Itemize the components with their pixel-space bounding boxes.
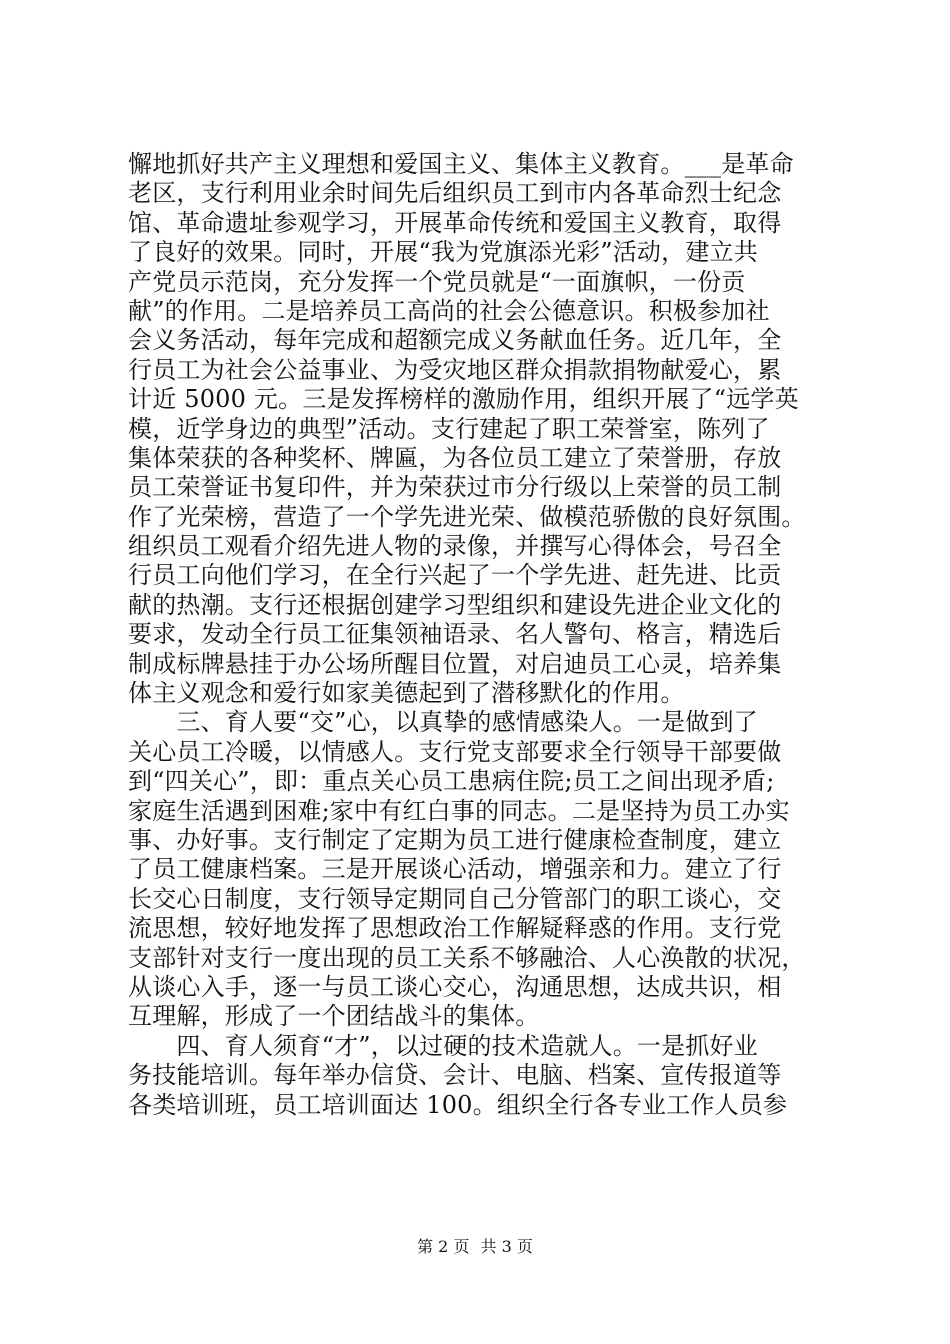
text-line: 懈地抓好共产主义理想和爱国主义、集体主义教育。___是革命 bbox=[128, 150, 794, 178]
text-line: 从谈心入手，逐一与员工谈心交心，沟通思想，达成共识，相 bbox=[128, 972, 782, 1001]
text-line: 各类培训班，员工培训面达 100。组织全行各专业工作人员参 bbox=[128, 1090, 788, 1119]
text-line: 献”的作用。二是培养员工高尚的社会公德意识。积极参加社 bbox=[128, 296, 770, 325]
text-line: 作了光荣榜，营造了一个学先进光荣、做模范骄傲的良好氛围。 bbox=[128, 502, 806, 531]
text-line: 制成标牌悬挂于办公场所醒目位置，对启迪员工心灵，培养集 bbox=[128, 649, 782, 678]
text-line: 支部针对支行一度出现的员工关系不够融洽、人心涣散的状况， bbox=[128, 943, 806, 972]
text-line: 事、办好事。支行制定了定期为员工进行健康检查制度，建立 bbox=[128, 825, 782, 854]
page-footer bbox=[0, 1237, 950, 1257]
text-line: 体主义观念和爱行如家美德起到了潜移默化的作用。 bbox=[128, 679, 685, 708]
text-line: 馆、革命遗址参观学习，开展革命传统和爱国主义教育，取得 bbox=[128, 208, 782, 237]
text-line: 要求，发动全行员工征集领袖语录、名人警句、格言，精选后 bbox=[128, 620, 782, 649]
text-line: 到“四关心”，即：重点关心员工患病住院;员工之间出现矛盾; bbox=[128, 767, 775, 796]
text-line: 会义务活动，每年完成和超额完成义务献血任务。近几年，全 bbox=[128, 326, 782, 355]
text-line: 四、育人须育“才”，以过硬的技术造就人。一是抓好业 bbox=[128, 1031, 758, 1060]
text-line: 关心员工冷暖，以情感人。支行党支部要求全行领导干部要做 bbox=[128, 737, 782, 766]
text-line: 组织员工观看介绍先进人物的录像，并撰写心得体会，号召全 bbox=[128, 532, 782, 561]
text-line: 计近 5000 元。三是发挥榜样的激励作用，组织开展了“远学英 bbox=[128, 385, 799, 414]
text-line: 员工荣誉证书复印件，并为荣获过市分行级以上荣誉的员工制 bbox=[128, 473, 782, 502]
text-line: 长交心日制度，支行领导定期同自己分管部门的职工谈心，交 bbox=[128, 884, 782, 913]
text-line: 行员工为社会公益事业、为受灾地区群众捐款捐物献爱心，累 bbox=[128, 355, 782, 384]
text-line: 三、育人要“交”心，以真挚的感情感染人。一是做到了 bbox=[128, 708, 758, 737]
text-line: 了良好的效果。同时，开展“我为党旗添光彩”活动，建立共 bbox=[128, 238, 758, 267]
text-line: 家庭生活遇到困难;家中有红白事的同志。二是坚持为员工办实 bbox=[128, 796, 790, 825]
text-line: 互理解，形成了一个团结战斗的集体。 bbox=[128, 1002, 540, 1031]
text-line: 模，近学身边的典型”活动。支行建起了职工荣誉室，陈列了 bbox=[128, 414, 770, 443]
text-line: 老区，支行利用业余时间先后组织员工到市内各革命烈士纪念 bbox=[128, 179, 782, 208]
text-line: 献的热潮。支行还根据创建学习型组织和建设先进企业文化的 bbox=[128, 590, 782, 619]
text-line: 产党员示范岗，充分发挥一个党员就是“一面旗帜，一份贡 bbox=[128, 267, 746, 296]
text-line: 务技能培训。每年举办信贷、会计、电脑、档案、宣传报道等 bbox=[128, 1061, 782, 1090]
text-line: 流思想，较好地发挥了思想政治工作解疑释惑的作用。支行党 bbox=[128, 914, 782, 943]
text-line: 行员工向他们学习，在全行兴起了一个学先进、赶先进、比贡 bbox=[128, 561, 782, 590]
page-number: 第 2 页 bbox=[417, 1237, 470, 1256]
body-text bbox=[128, 150, 828, 1120]
text-line: 了员工健康档案。三是开展谈心活动，增强亲和力。建立了行 bbox=[128, 855, 782, 884]
page-total: 共 3 页 bbox=[480, 1237, 533, 1256]
text-line: 集体荣获的各种奖杯、牌匾，为各位员工建立了荣誉册，存放 bbox=[128, 443, 782, 472]
